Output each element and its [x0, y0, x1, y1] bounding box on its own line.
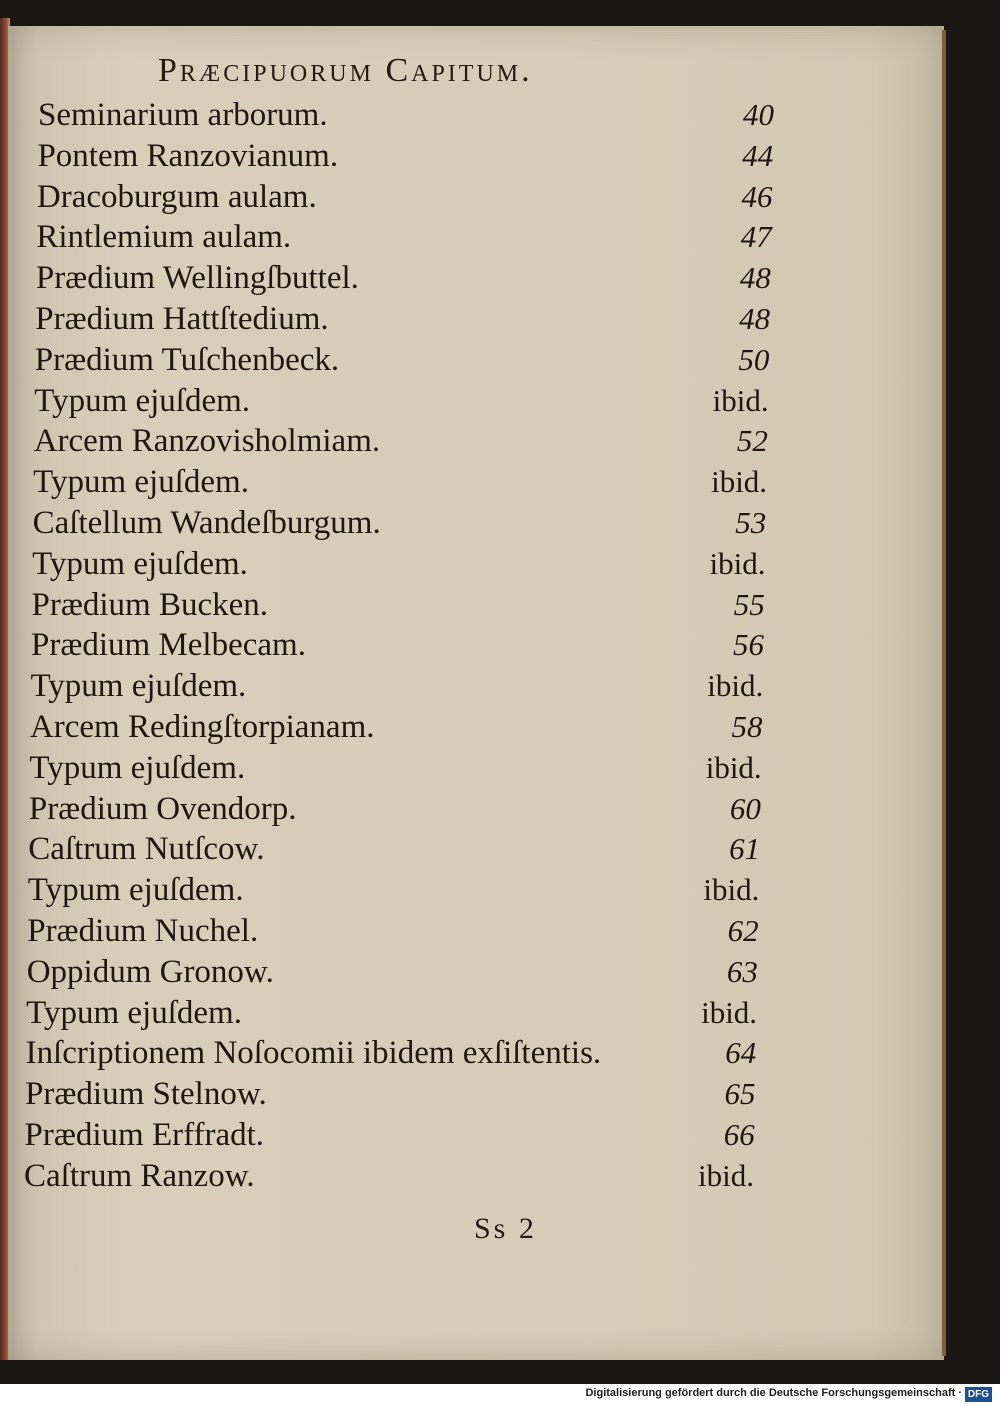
contents-entry — [0, 828, 900, 870]
entry-title: Prædium Ovendorp. — [28, 790, 297, 827]
contents-entry — [0, 502, 900, 544]
entry-page-number: 56 — [733, 627, 764, 663]
entry-page-number: 50 — [738, 341, 770, 377]
page-fore-edge — [942, 30, 946, 1356]
entry-title: Typum ejuſdem. — [33, 464, 249, 501]
digitization-footer — [0, 1384, 1000, 1406]
contents-entry — [0, 910, 900, 952]
entry-page-number: ibid. — [705, 749, 762, 785]
contents-entry — [0, 1155, 900, 1197]
entry-title: Arcem Ranzovisholmiam. — [33, 423, 381, 460]
entry-title: Prædium Nuchel. — [27, 913, 259, 949]
entry-title: Prædium Tuſchenbeck. — [34, 341, 340, 378]
entry-title: Prædium Bucken. — [31, 586, 269, 623]
entry-title: Prædium Wellingſbuttel. — [35, 260, 359, 297]
entry-page-number: 58 — [731, 709, 763, 744]
contents-entry — [0, 339, 900, 381]
running-head: Præcipuorum Capitum. — [158, 52, 533, 89]
entry-title: Typum ejuſdem. — [30, 668, 247, 705]
entry-page-number: ibid. — [712, 382, 769, 418]
entry-page-number: 64 — [725, 1035, 757, 1071]
entry-page-number: 61 — [729, 831, 761, 867]
entry-title: Prædium Stelnow. — [25, 1076, 267, 1113]
entry-page-number: 48 — [739, 301, 771, 336]
entry-page-number: 60 — [729, 790, 761, 826]
entry-title: Caſtrum Ranzow. — [24, 1157, 255, 1194]
contents-entry — [0, 543, 900, 585]
contents-entry — [0, 665, 900, 707]
entry-page-number: 46 — [741, 178, 773, 214]
contents-entry — [0, 94, 900, 136]
contents-entry — [0, 624, 900, 666]
entry-title: Rintlemium aulam. — [36, 219, 292, 256]
entry-title: Arcem Redingſtorpianam. — [29, 709, 375, 745]
entry-title: Typum ejuſdem. — [27, 872, 244, 909]
entry-title: Pontem Ranzovianum. — [37, 137, 339, 174]
contents-entry — [0, 1073, 900, 1115]
entry-title: Caſtrum Nutſcow. — [28, 831, 265, 868]
funding-credit: Digitalisierung gefördert durch die Deutsche Forschungsgemeinschaft · — [585, 1387, 962, 1399]
contents-entry — [0, 1032, 900, 1074]
dfg-logo: DFG — [965, 1387, 992, 1402]
contents-entry — [0, 135, 900, 177]
contents-entry — [0, 951, 900, 993]
entry-title: Prædium Hattſtedium. — [35, 301, 329, 337]
entry-title: Prædium Erffradt. — [24, 1117, 265, 1153]
entry-page-number: 48 — [739, 260, 771, 296]
entry-page-number: ibid. — [711, 464, 768, 500]
entry-title: Typum ejuſdem. — [26, 994, 242, 1031]
entry-page-number: ibid. — [698, 1157, 754, 1193]
contents-entry — [0, 706, 900, 748]
entry-title: Typum ejuſdem. — [29, 749, 246, 786]
contents-entry — [0, 1114, 900, 1156]
signature-mark: Ss 2 — [474, 1212, 537, 1245]
entry-page-number: 65 — [724, 1076, 756, 1112]
entry-title: Oppidum Gronow. — [26, 953, 274, 990]
entry-page-number: 66 — [723, 1117, 755, 1152]
entry-title: Typum ejuſdem. — [34, 382, 251, 419]
entry-title: Typum ejuſdem. — [32, 545, 248, 582]
contents-entry — [0, 992, 900, 1034]
entry-page-number: ibid. — [701, 994, 758, 1030]
contents-entry — [0, 257, 900, 299]
entry-page-number: 53 — [735, 505, 767, 540]
contents-entry — [0, 461, 900, 503]
entry-page-number: 55 — [733, 586, 765, 622]
contents-entry — [0, 788, 900, 830]
entry-page-number: 62 — [727, 913, 759, 948]
entry-page-number: 52 — [736, 423, 768, 459]
entry-page-number: ibid. — [703, 872, 760, 908]
contents-entry — [0, 584, 900, 626]
contents-entry — [0, 298, 900, 340]
contents-entry — [0, 869, 900, 911]
entry-title: Dracoburgum aulam. — [36, 178, 317, 215]
entry-page-number: ibid. — [709, 545, 766, 581]
entry-title: Caſtellum Wandeſburgum. — [32, 505, 381, 541]
entry-page-number: 44 — [742, 137, 774, 173]
contents-entry — [0, 216, 900, 258]
entry-page-number: 47 — [740, 219, 772, 255]
contents-entry — [0, 380, 900, 422]
entry-title: Inſcriptionem Noſocomii ibidem exſiſtentis. — [25, 1035, 602, 1072]
entry-title: Seminarium arborum. — [38, 97, 328, 133]
entry-page-number: 63 — [726, 953, 758, 989]
entry-page-number: ibid. — [707, 668, 764, 704]
entry-page-number: 40 — [743, 97, 774, 132]
contents-entry — [0, 176, 900, 218]
contents-entry — [0, 747, 900, 789]
contents-entry — [0, 420, 900, 462]
entry-title: Prædium Melbecam. — [31, 627, 306, 664]
